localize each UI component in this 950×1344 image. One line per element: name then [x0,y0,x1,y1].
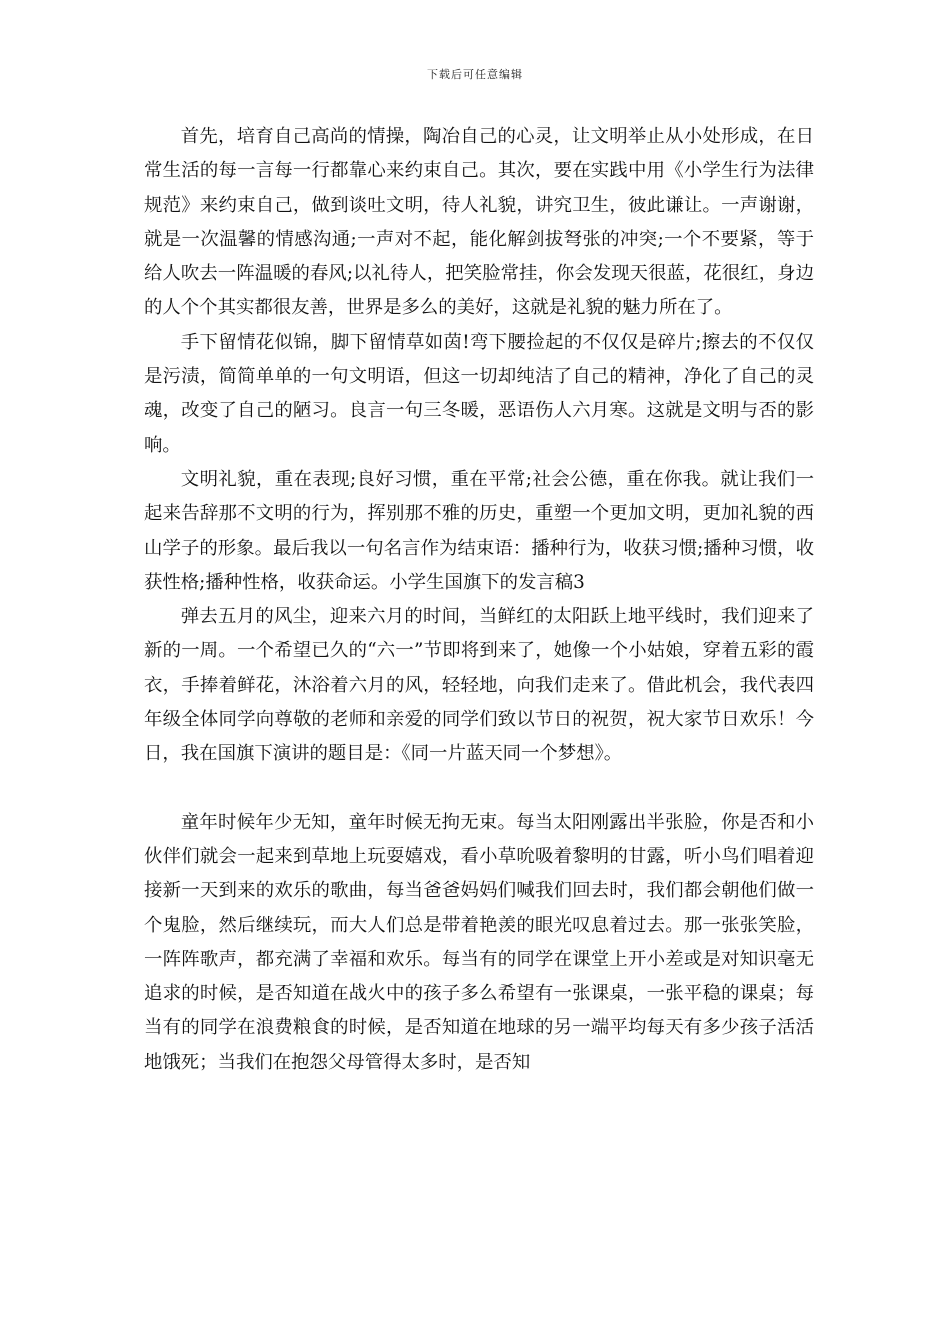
document-body [144,120,814,1080]
page-header: 下载后可任意编辑 [427,68,523,81]
paragraph-2: 手下留情花似锦，脚下留情草如茵!弯下腰捡起的不仅仅是碎片;擦去的不仅仅是污渍，简简单单的一句文明语，但这一切却纯洁了自己的精神，净化了自己的灵魂，改变了自己的陋习。良言一句三冬暖，恶语伤人六月寒。这就是文明与否的影响。 [144,331,814,456]
paragraph-3: 文明礼貌，重在表现;良好习惯，重在平常;社会公德，重在你我。就让我们一起来告辞那不文明的行为，挥别那不雅的历史，重塑一个更加文明，更加礼貌的西山学子的形象。最后我以一句名言作为结束语：播种行为，收获习惯;播种习惯，收获性格;播种性格，收获命运。小学生国旗下的发言稿3 [144,468,814,593]
paragraph-4: 弹去五月的风尘，迎来六月的时间，当鲜红的太阳跃上地平线时，我们迎来了新的一周。一个希望已久的“六一”节即将到来了，她像一个小姑娘，穿着五彩的霞衣，手捧着鲜花，沐浴着六月的风，轻轻地，向我们走来了。借此机会，我代表四年级全体同学向尊敬的老师和亲爱的同学们致以节日的祝贺，祝大家节日欢乐！今日，我在国旗下演讲的题目是：《同一片蓝天同一个梦想》。 [144,606,814,765]
paragraph-spacer [144,772,814,806]
paragraph-5: 童年时候年少无知，童年时候无拘无束。每当太阳刚露出半张脸，你是否和小伙伴们就会一起来到草地上玩耍嬉戏，看小草吮吸着黎明的甘露，听小鸟们唱着迎接新一天到来的欢乐的歌曲，每当爸爸妈妈们喊我们回去时，我们都会朝他们做一个鬼脸，然后继续玩，而大人们总是带着艳羡的眼光叹息着过去。那一张张笑脸，一阵阵歌声，都充满了幸福和欢乐。每当有的同学在课堂上开小差或是对知识毫无追求的时候，是否知道在战火中的孩子多么希望有一张课桌，一张平稳的课桌；每当有的同学在浪费粮食的时候，是否知道在地球的另一端平均每天有多少孩子活活地饿死；当我们在抱怨父母管得太多时，是否知 [144,811,814,1073]
paragraph-1: 首先，培育自己高尚的情操，陶冶自己的心灵，让文明举止从小处形成，在日常生活的每一言每一行都靠心来约束自己。其次，要在实践中用《小学生行为法律规范》来约束自己，做到谈吐文明，待人礼貌，讲究卫生，彼此谦让。一声谢谢，就是一次温馨的情感沟通;一声对不起，能化解剑拔弩张的冲突;一个不要紧，等于给人吹去一阵温暖的春风;以礼待人，把笑脸常挂，你会发现天很蓝，花很红，身边的人个个其实都很友善，世界是多么的美好，这就是礼貌的魅力所在了。 [144,126,814,319]
